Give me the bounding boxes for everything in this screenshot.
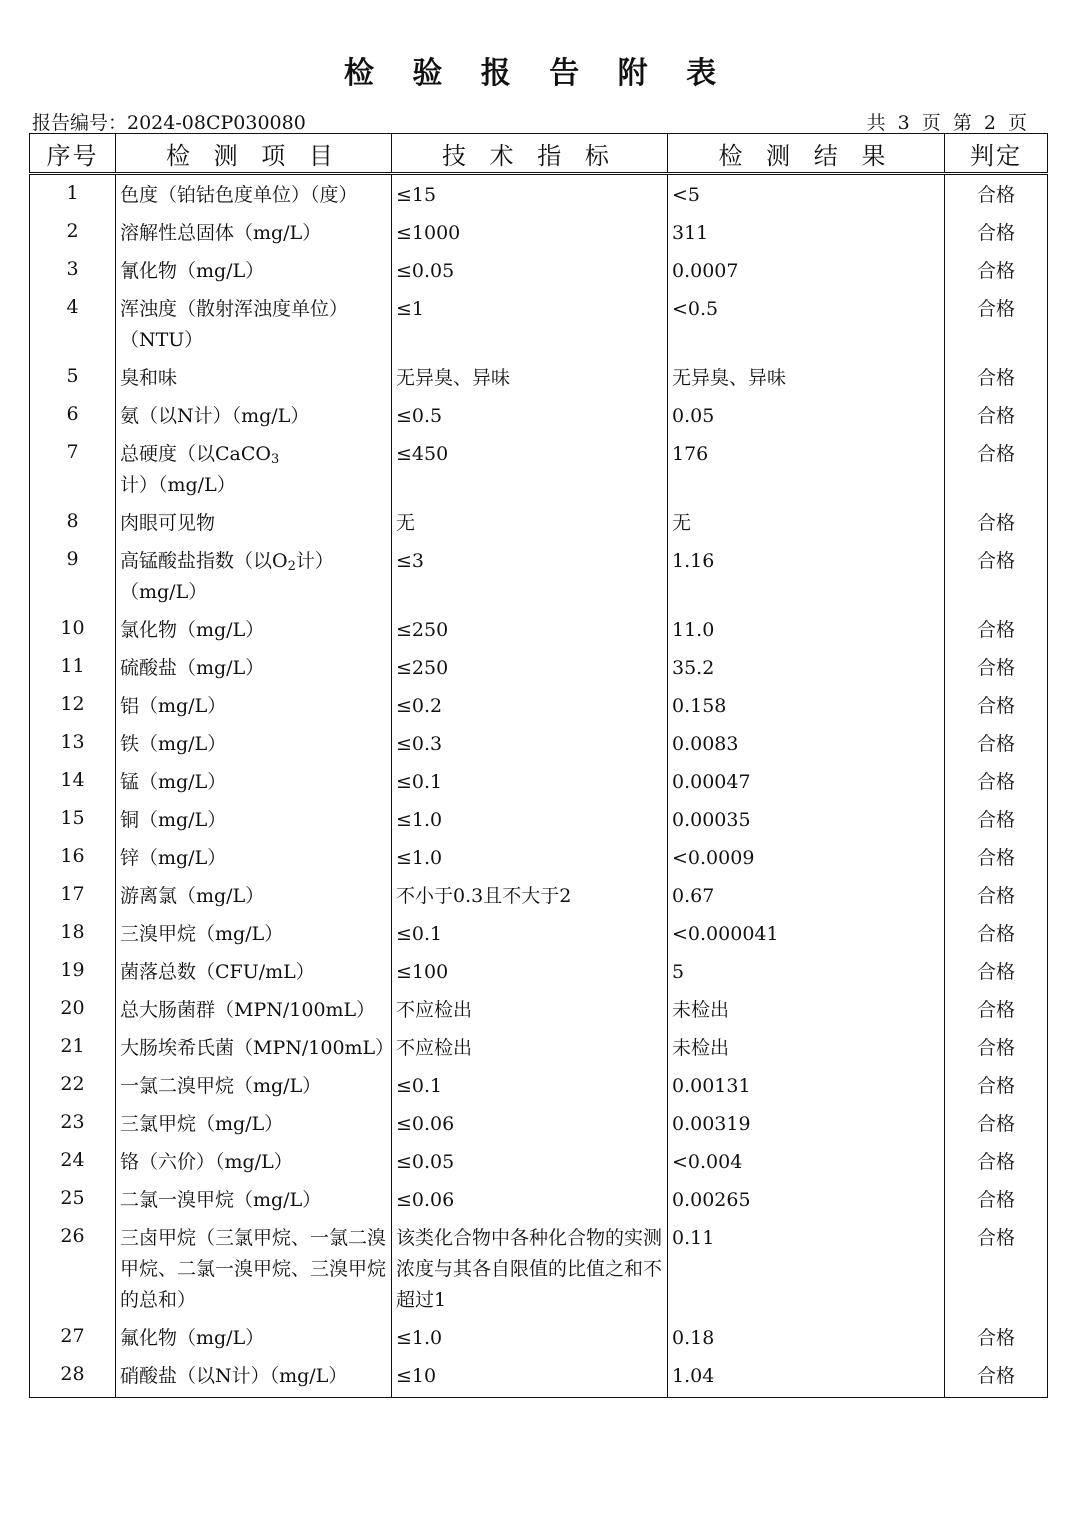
- row-spec: ≤0.3: [392, 725, 668, 763]
- row-item: 锰（mg/L）: [116, 763, 392, 801]
- table-row: [30, 435, 1048, 504]
- row-item: 溶解性总固体（mg/L）: [116, 214, 392, 252]
- row-item: 浑浊度（散射浑浊度单位）（NTU）: [116, 290, 392, 359]
- row-seq: 24: [30, 1143, 116, 1181]
- row-seq: 7: [30, 435, 116, 504]
- row-result: 35.2: [668, 649, 945, 687]
- row-judge: 合格: [945, 801, 1048, 839]
- row-judge: 合格: [945, 397, 1048, 435]
- row-result: 未检出: [668, 1029, 945, 1067]
- table-row: [30, 877, 1048, 915]
- row-spec: ≤3: [392, 542, 668, 611]
- row-spec: ≤1.0: [392, 1319, 668, 1357]
- row-item: 铜（mg/L）: [116, 801, 392, 839]
- row-spec: 不小于0.3且不大于2: [392, 877, 668, 915]
- row-seq: 16: [30, 839, 116, 877]
- row-seq: 20: [30, 991, 116, 1029]
- row-item: 肉眼可见物: [116, 504, 392, 542]
- results-table: [29, 133, 1048, 1398]
- header-seq: 序号: [30, 134, 116, 174]
- row-result: 1.16: [668, 542, 945, 611]
- table-body: [30, 174, 1048, 1398]
- row-result: 0.00035: [668, 801, 945, 839]
- row-item: 二氯一溴甲烷（mg/L）: [116, 1181, 392, 1219]
- row-item-text: 计）（mg/L）: [120, 550, 334, 603]
- table-row: [30, 649, 1048, 687]
- row-judge: 合格: [945, 1357, 1048, 1398]
- header-judge: 判定: [945, 134, 1048, 174]
- row-result: 0.05: [668, 397, 945, 435]
- row-item: 硝酸盐（以N计）（mg/L）: [116, 1357, 392, 1398]
- header-item: 检 测 项 目: [116, 134, 392, 174]
- row-result: 1.04: [668, 1357, 945, 1398]
- table-row: [30, 1319, 1048, 1357]
- table-row: [30, 290, 1048, 359]
- row-seq: 8: [30, 504, 116, 542]
- table-row: [30, 1029, 1048, 1067]
- row-spec: ≤0.05: [392, 252, 668, 290]
- row-seq: 5: [30, 359, 116, 397]
- row-seq: 26: [30, 1219, 116, 1319]
- table-row: [30, 1067, 1048, 1105]
- row-spec: 不应检出: [392, 991, 668, 1029]
- row-result: 176: [668, 435, 945, 504]
- row-item: 氰化物（mg/L）: [116, 252, 392, 290]
- row-item-text: 总硬度（以CaCO: [120, 443, 271, 465]
- row-item: 氯化物（mg/L）: [116, 611, 392, 649]
- row-item: 锌（mg/L）: [116, 839, 392, 877]
- row-judge: 合格: [945, 687, 1048, 725]
- row-judge: 合格: [945, 1319, 1048, 1357]
- row-result: 0.00265: [668, 1181, 945, 1219]
- row-judge: 合格: [945, 991, 1048, 1029]
- row-spec: ≤1000: [392, 214, 668, 252]
- row-seq: 27: [30, 1319, 116, 1357]
- row-result: <0.5: [668, 290, 945, 359]
- row-item: [116, 435, 392, 504]
- row-item: [116, 542, 392, 611]
- table-header-row: [30, 134, 1048, 174]
- table-row: [30, 915, 1048, 953]
- row-judge: 合格: [945, 915, 1048, 953]
- row-item-text: 高锰酸盐指数（以O: [120, 550, 288, 572]
- row-judge: 合格: [945, 542, 1048, 611]
- row-spec: ≤15: [392, 174, 668, 215]
- row-judge: 合格: [945, 1067, 1048, 1105]
- table-row: [30, 991, 1048, 1029]
- table-row: [30, 839, 1048, 877]
- row-judge: 合格: [945, 877, 1048, 915]
- row-judge: 合格: [945, 359, 1048, 397]
- row-judge: 合格: [945, 504, 1048, 542]
- row-result: 0.11: [668, 1219, 945, 1319]
- row-judge: 合格: [945, 290, 1048, 359]
- row-item: 总大肠菌群（MPN/100mL）: [116, 991, 392, 1029]
- row-judge: 合格: [945, 214, 1048, 252]
- row-spec: ≤0.06: [392, 1181, 668, 1219]
- row-spec: 不应检出: [392, 1029, 668, 1067]
- row-seq: 25: [30, 1181, 116, 1219]
- row-item: 一氯二溴甲烷（mg/L）: [116, 1067, 392, 1105]
- row-result: 无: [668, 504, 945, 542]
- row-seq: 21: [30, 1029, 116, 1067]
- row-seq: 6: [30, 397, 116, 435]
- report-title: 检 验 报 告 附 表: [343, 56, 731, 91]
- row-judge: 合格: [945, 763, 1048, 801]
- row-seq: 11: [30, 649, 116, 687]
- row-judge: 合格: [945, 649, 1048, 687]
- row-spec: ≤0.5: [392, 397, 668, 435]
- row-seq: 2: [30, 214, 116, 252]
- row-result: 5: [668, 953, 945, 991]
- row-judge: 合格: [945, 1029, 1048, 1067]
- row-seq: 19: [30, 953, 116, 991]
- row-item: 三卤甲烷（三氯甲烷、一氯二溴甲烷、二氯一溴甲烷、三溴甲烷的总和）: [116, 1219, 392, 1319]
- row-item: 铝（mg/L）: [116, 687, 392, 725]
- row-result: <0.004: [668, 1143, 945, 1181]
- table-row: [30, 1357, 1048, 1398]
- row-spec: ≤100: [392, 953, 668, 991]
- row-item: 菌落总数（CFU/mL）: [116, 953, 392, 991]
- row-spec: ≤0.1: [392, 915, 668, 953]
- table-row: [30, 801, 1048, 839]
- row-judge: 合格: [945, 1105, 1048, 1143]
- row-spec: ≤1.0: [392, 839, 668, 877]
- row-item-subscript: 3: [270, 452, 280, 467]
- row-result: <0.000041: [668, 915, 945, 953]
- row-item: 大肠埃希氏菌（MPN/100mL）: [116, 1029, 392, 1067]
- row-result: 0.18: [668, 1319, 945, 1357]
- row-result: 0.0007: [668, 252, 945, 290]
- row-judge: 合格: [945, 252, 1048, 290]
- row-result: 0.00047: [668, 763, 945, 801]
- row-seq: 23: [30, 1105, 116, 1143]
- row-spec: 无: [392, 504, 668, 542]
- report-number: 报告编号：2024-08CP030080: [32, 112, 306, 134]
- row-spec: ≤0.1: [392, 1067, 668, 1105]
- row-seq: 9: [30, 542, 116, 611]
- row-spec: 该类化合物中各种化合物的实测浓度与其各自限值的比值之和不超过1: [392, 1219, 668, 1319]
- row-spec: ≤0.2: [392, 687, 668, 725]
- row-result: 11.0: [668, 611, 945, 649]
- row-item-text: 计）（mg/L）: [120, 474, 236, 496]
- row-result: 0.00131: [668, 1067, 945, 1105]
- row-seq: 1: [30, 174, 116, 215]
- row-result: 0.00319: [668, 1105, 945, 1143]
- table-row: [30, 763, 1048, 801]
- row-seq: 10: [30, 611, 116, 649]
- row-result: 311: [668, 214, 945, 252]
- row-seq: 15: [30, 801, 116, 839]
- table-row: [30, 611, 1048, 649]
- row-seq: 17: [30, 877, 116, 915]
- table-row: [30, 1143, 1048, 1181]
- row-judge: 合格: [945, 1143, 1048, 1181]
- row-judge: 合格: [945, 839, 1048, 877]
- row-result: 0.67: [668, 877, 945, 915]
- table-row: [30, 397, 1048, 435]
- row-spec: ≤450: [392, 435, 668, 504]
- row-item: 臭和味: [116, 359, 392, 397]
- row-spec: ≤0.1: [392, 763, 668, 801]
- row-seq: 3: [30, 252, 116, 290]
- row-item: 铁（mg/L）: [116, 725, 392, 763]
- row-seq: 18: [30, 915, 116, 953]
- table-row: [30, 359, 1048, 397]
- row-judge: 合格: [945, 435, 1048, 504]
- row-spec: ≤1: [392, 290, 668, 359]
- table-row: [30, 214, 1048, 252]
- row-item-subscript: 2: [287, 559, 296, 574]
- row-item: 氟化物（mg/L）: [116, 1319, 392, 1357]
- row-judge: 合格: [945, 611, 1048, 649]
- row-seq: 4: [30, 290, 116, 359]
- table-row: [30, 687, 1048, 725]
- row-result: 未检出: [668, 991, 945, 1029]
- row-seq: 28: [30, 1357, 116, 1398]
- row-seq: 14: [30, 763, 116, 801]
- row-item: 色度（铂钴色度单位）（度）: [116, 174, 392, 215]
- row-result: 0.158: [668, 687, 945, 725]
- row-item: 铬（六价）（mg/L）: [116, 1143, 392, 1181]
- row-seq: 22: [30, 1067, 116, 1105]
- row-seq: 13: [30, 725, 116, 763]
- row-spec: ≤250: [392, 649, 668, 687]
- header-result: 检 测 结 果: [668, 134, 945, 174]
- row-judge: 合格: [945, 953, 1048, 991]
- row-item: 游离氯（mg/L）: [116, 877, 392, 915]
- row-result: <0.0009: [668, 839, 945, 877]
- table-row: [30, 953, 1048, 991]
- header-spec: 技 术 指 标: [392, 134, 668, 174]
- row-spec: ≤0.06: [392, 1105, 668, 1143]
- row-spec: ≤250: [392, 611, 668, 649]
- row-item: 氨（以N计）（mg/L）: [116, 397, 392, 435]
- table-row: [30, 1181, 1048, 1219]
- row-result: <5: [668, 174, 945, 215]
- row-seq: 12: [30, 687, 116, 725]
- row-judge: 合格: [945, 174, 1048, 215]
- row-result: 0.0083: [668, 725, 945, 763]
- table-row: [30, 542, 1048, 611]
- row-spec: ≤10: [392, 1357, 668, 1398]
- row-spec: 无异臭、异味: [392, 359, 668, 397]
- row-item: 三溴甲烷（mg/L）: [116, 915, 392, 953]
- row-result: 无异臭、异味: [668, 359, 945, 397]
- table-row: [30, 252, 1048, 290]
- row-judge: 合格: [945, 725, 1048, 763]
- table-row: [30, 725, 1048, 763]
- row-item: 三氯甲烷（mg/L）: [116, 1105, 392, 1143]
- table-row: [30, 174, 1048, 215]
- row-spec: ≤1.0: [392, 801, 668, 839]
- table-row: [30, 1105, 1048, 1143]
- row-item: 硫酸盐（mg/L）: [116, 649, 392, 687]
- page-info: 共 3 页 第 2 页: [866, 112, 1030, 134]
- row-judge: 合格: [945, 1181, 1048, 1219]
- table-row: [30, 1219, 1048, 1319]
- row-judge: 合格: [945, 1219, 1048, 1319]
- row-spec: ≤0.05: [392, 1143, 668, 1181]
- table-row: [30, 504, 1048, 542]
